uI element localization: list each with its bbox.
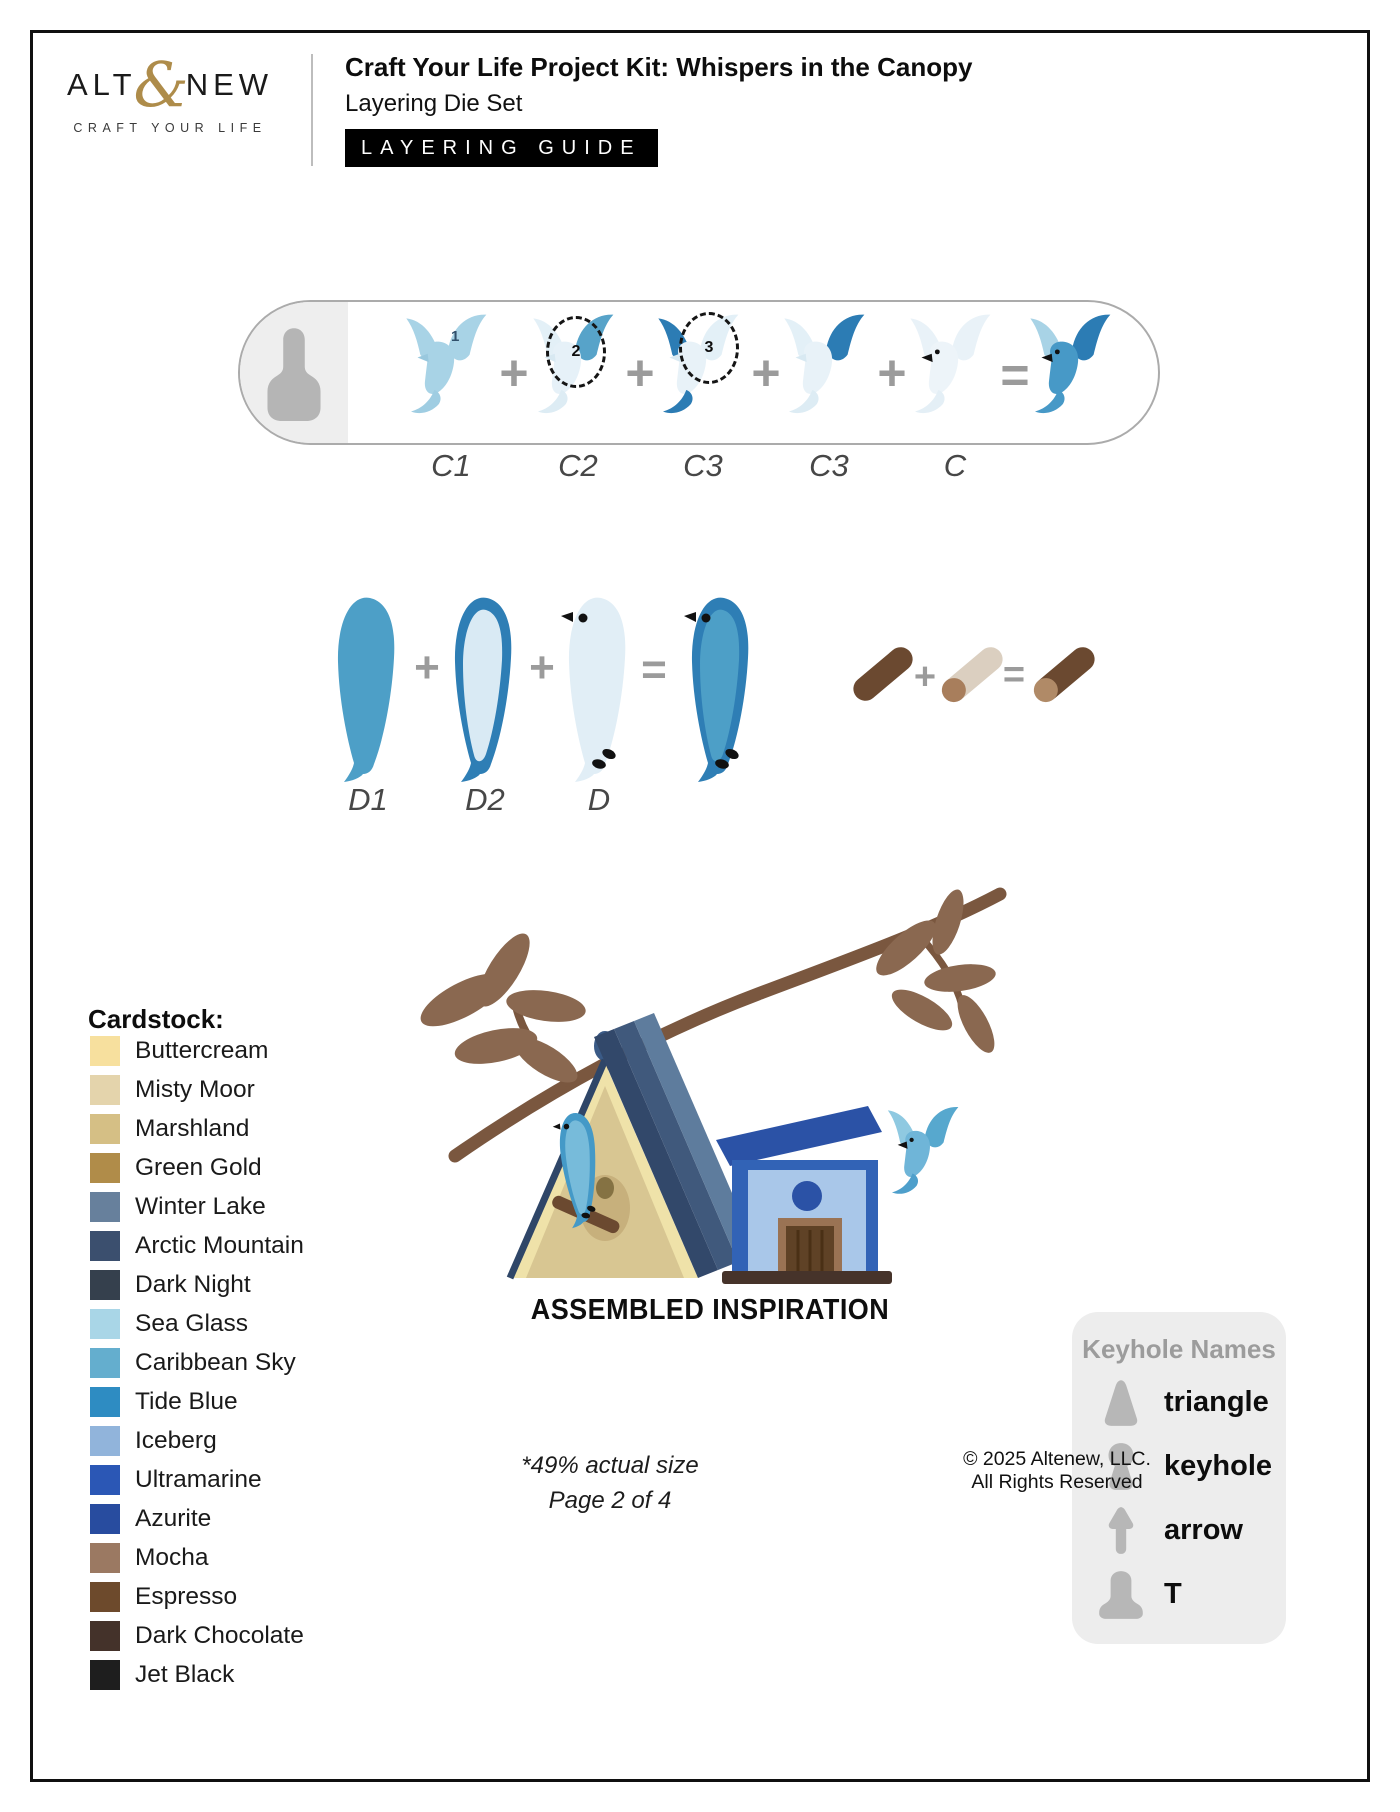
plus-sign: + [913, 656, 937, 698]
triangle-keyhole-icon [1098, 1375, 1144, 1429]
color-swatch [90, 1231, 120, 1261]
copyright [952, 1448, 1162, 1494]
keyhole-name: keyhole [1164, 1449, 1272, 1482]
cardstock-row [90, 1387, 304, 1417]
cardstock-name: Espresso [135, 1583, 238, 1610]
arrow-keyhole-icon [1098, 1503, 1144, 1557]
cardstock-row [90, 1582, 304, 1612]
cardstock-name: Buttercream [135, 1037, 269, 1064]
color-swatch [90, 1309, 120, 1339]
keyhole-row-arrow [1098, 1503, 1286, 1557]
color-swatch [90, 1582, 120, 1612]
cardstock-row [90, 1075, 304, 1105]
plus-sign: + [499, 345, 529, 401]
cardstock-row [90, 1153, 304, 1183]
ampersand-glyph: & [133, 48, 189, 121]
altenew-wordmark [66, 48, 274, 121]
cardstock-row [90, 1543, 304, 1573]
page-title: Craft Your Life Project Kit: Whispers in the Canopy [345, 52, 973, 82]
keyhole-panel-heading: Keyhole Names [1082, 1334, 1276, 1364]
bird-layer-d1-illustration [322, 588, 414, 784]
assembled-inspiration-illustration [400, 878, 1020, 1290]
cardstock-row [90, 1348, 304, 1378]
cardstock-name: Ultramarine [135, 1466, 262, 1493]
page-number: Page 2 of 4 [548, 1487, 672, 1514]
color-swatch [90, 1153, 120, 1183]
step-label-c: C [943, 448, 967, 483]
logo-text-pre: ALT [66, 67, 137, 103]
layer-number-3: 3 [704, 339, 714, 356]
color-swatch [90, 1036, 120, 1066]
bird-layer-c1-illustration [395, 310, 507, 431]
cardstock-name: Tide Blue [135, 1388, 238, 1415]
bird-layer-d2-illustration [439, 588, 531, 784]
page-subtitle: Layering Die Set [345, 90, 523, 117]
equals-sign: = [1002, 654, 1026, 696]
color-swatch [90, 1075, 120, 1105]
step-label-d: D [587, 782, 611, 817]
cardstock-legend [90, 1036, 304, 1699]
plus-sign: + [529, 643, 555, 692]
t-keyhole-icon [265, 321, 323, 425]
dashed-circle-2 [546, 316, 606, 388]
color-swatch [90, 1465, 120, 1495]
step-label-d1: D1 [348, 782, 388, 817]
step-label-c1: C1 [431, 448, 471, 483]
header-divider [311, 54, 313, 166]
color-swatch [90, 1621, 120, 1651]
color-swatch [90, 1192, 120, 1222]
step-label-d2: D2 [465, 782, 505, 817]
cardstock-name: Green Gold [135, 1154, 262, 1181]
cardstock-name: Arctic Mountain [135, 1232, 304, 1259]
cardstock-name: Caribbean Sky [135, 1349, 296, 1376]
keyhole-name: T [1164, 1577, 1182, 1610]
color-swatch [90, 1348, 120, 1378]
plus-sign: + [625, 345, 655, 401]
title-block [345, 52, 972, 167]
layer-number-1: 1 [451, 328, 460, 345]
cardstock-row [90, 1231, 304, 1261]
cardstock-row [90, 1504, 304, 1534]
layering-guide-badge: LAYERING GUIDE [345, 129, 658, 167]
keyhole-name: triangle [1164, 1385, 1269, 1418]
cardstock-name: Misty Moor [135, 1076, 255, 1103]
cardstock-name: Sea Glass [135, 1310, 249, 1337]
bird-assembled-d-illustration [676, 588, 768, 784]
bird-layer-c3-illustration [647, 310, 759, 431]
color-swatch [90, 1426, 120, 1456]
keyhole-row-triangle [1098, 1375, 1286, 1429]
equals-sign: = [641, 645, 667, 694]
color-swatch [90, 1543, 120, 1573]
cardstock-row [90, 1309, 304, 1339]
t-keyhole-icon [1098, 1567, 1144, 1621]
color-swatch [90, 1270, 120, 1300]
plus-sign: + [751, 345, 781, 401]
color-swatch [90, 1660, 120, 1690]
cardstock-name: Dark Night [135, 1271, 251, 1298]
footer-notes [298, 1452, 922, 1515]
logo-text-post: NEW [185, 67, 274, 103]
bird-assembled-illustration [1019, 310, 1131, 431]
color-swatch [90, 1114, 120, 1144]
equals-sign: = [1000, 347, 1030, 403]
logo-tagline: CRAFT YOUR LIFE [73, 120, 267, 135]
altenew-logo [66, 48, 274, 135]
copyright-line1: © 2025 Altenew, LLC. [963, 1448, 1151, 1470]
cardstock-name: Winter Lake [135, 1193, 266, 1220]
bird-layer-c3b-illustration [773, 310, 885, 431]
cardstock-name: Dark Chocolate [135, 1622, 304, 1649]
cardstock-heading: Cardstock: [88, 1004, 224, 1034]
keyhole-row-t [1098, 1567, 1286, 1621]
copyright-line2: All Rights Reserved [971, 1471, 1143, 1493]
cardstock-row [90, 1036, 304, 1066]
assembled-inspiration-caption: ASSEMBLED INSPIRATION [530, 1294, 890, 1326]
cardstock-name: Jet Black [135, 1661, 235, 1688]
cardstock-name: Iceberg [135, 1427, 217, 1454]
step-label-c3: C3 [683, 448, 723, 483]
cardstock-name: Azurite [135, 1505, 212, 1532]
cardstock-row [90, 1270, 304, 1300]
step-label-c2: C2 [558, 448, 598, 483]
color-swatch [90, 1387, 120, 1417]
plus-sign: + [877, 345, 907, 401]
color-swatch [90, 1504, 120, 1534]
cardstock-row [90, 1660, 304, 1690]
cardstock-name: Marshland [135, 1115, 250, 1142]
layer-number-2: 2 [571, 343, 581, 360]
cardstock-row [90, 1114, 304, 1144]
plus-sign: + [414, 643, 440, 692]
keyhole-name: arrow [1164, 1513, 1243, 1546]
cardstock-row [90, 1192, 304, 1222]
step-label-c3b: C3 [809, 448, 849, 483]
cardstock-row [90, 1621, 304, 1651]
dashed-circle-3 [679, 312, 739, 384]
actual-size-note: *49% actual size [521, 1452, 699, 1479]
cardstock-row [90, 1426, 304, 1456]
cardstock-name: Mocha [135, 1544, 209, 1571]
cardstock-row [90, 1465, 304, 1495]
